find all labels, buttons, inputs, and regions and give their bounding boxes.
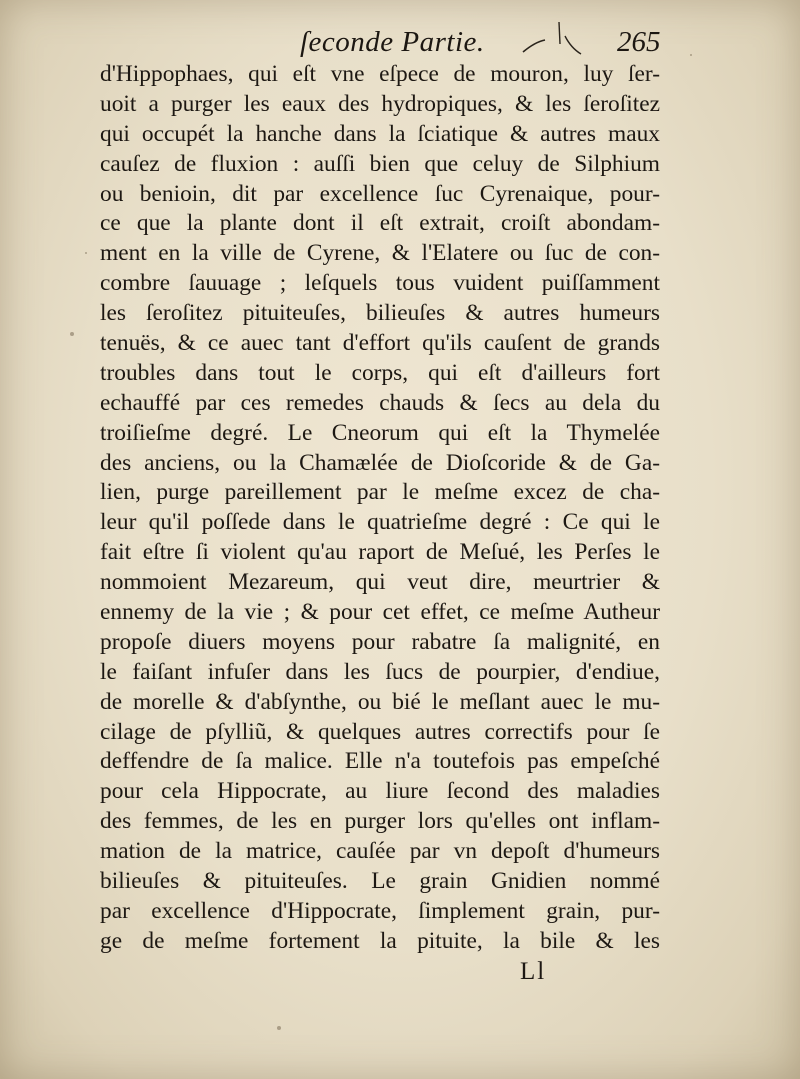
text-line: ou benioin, dit par excellence ſuc Cyrenaique, pour- [100, 180, 660, 207]
text-line: nommoient Mezareum, qui veut dire, meurtrier & [100, 569, 660, 596]
paper-speck [690, 54, 692, 56]
text-line: bilieuſes & pituiteuſes. Le grain Gnidien nommé [100, 868, 660, 895]
text-line: de morelle & d'abſynthe, ou bié le meſlant auec le mu- [100, 688, 660, 715]
text-line: pour cela Hippocrate, au liure ſecond des maladies [100, 778, 660, 805]
text-line: qui occupét la hanche dans la ſciatique & autres maux [100, 120, 660, 147]
text-line: des anciens, ou la Chamælée de Dioſcoride & de Ga- [100, 449, 660, 476]
text-line: echauffé par ces remedes chauds & ſecs au dela du [100, 389, 660, 416]
text-line: fait eſtre ſi violent qu'au raport de Meſué, les Perſes le [100, 539, 660, 566]
text-line: par excellence d'Hippocrate, ſimplement grain, pur- [100, 897, 660, 924]
text-line: ennemy de la vie ; & pour cet effet, ce meſme Autheur [100, 599, 660, 626]
running-head: ſeconde Partie. [300, 26, 485, 58]
text-line: troubles dans tout le corps, qui eſt d'ailleurs fort [100, 359, 660, 386]
text-line: les ſeroſitez pituiteuſes, bilieuſes & autres humeurs [100, 300, 660, 327]
text-line: ce que la plante dont il eſt extrait, croiſt abondam- [100, 210, 660, 237]
text-line: uoit a purger les eaux des hydropiques, & les ſeroſitez [100, 90, 660, 117]
text-line: deffendre de ſa malice. Elle n'a toutefois pas empeſché [100, 748, 660, 775]
page-header [0, 22, 800, 62]
text-line: ge de meſme fortement la pituite, la bile & les [100, 927, 660, 954]
text-line: propoſe diuers moyens pour rabatre ſa malignité, en [100, 628, 660, 655]
paper-speck [70, 332, 74, 336]
text-line: d'Hippophaes, qui eſt vne eſpece de mouron, luy ſer- [100, 61, 660, 87]
text-line: ment en la ville de Cyrene, & l'Elatere ou ſuc de con- [100, 240, 660, 267]
text-line: le faiſant infuſer dans les ſucs de pourpier, d'endiue, [100, 658, 660, 685]
text-line: cilage de pſylliũ, & quelques autres correctifs pour ſe [100, 718, 660, 745]
text-line: troiſieſme degré. Le Cneorum qui eſt la Thymelée [100, 419, 660, 446]
text-line: lien, purge pareillement par le meſme excez de cha- [100, 479, 660, 506]
catchword: Ll [520, 958, 547, 985]
text-line: tenuës, & ce auec tant d'effort qu'ils cauſent de grands [100, 330, 660, 357]
text-line: cauſez de fluxion : auſſi bien que celuy de Silphium [100, 150, 660, 177]
body-text [100, 60, 660, 957]
text-line: combre ſauuage ; leſquels tous vuident puiſſamment [100, 270, 660, 297]
page-number: 265 [617, 26, 661, 58]
text-line: leur qu'il poſſede dans le quatrieſme degré : Ce qui le [100, 509, 660, 536]
text-line: mation de la matrice, cauſée par vn depoſt d'humeurs [100, 838, 660, 865]
paper-speck [277, 1026, 281, 1030]
paper-speck [85, 252, 87, 254]
text-line: des femmes, de les en purger lors qu'elles ont inflam- [100, 808, 660, 835]
